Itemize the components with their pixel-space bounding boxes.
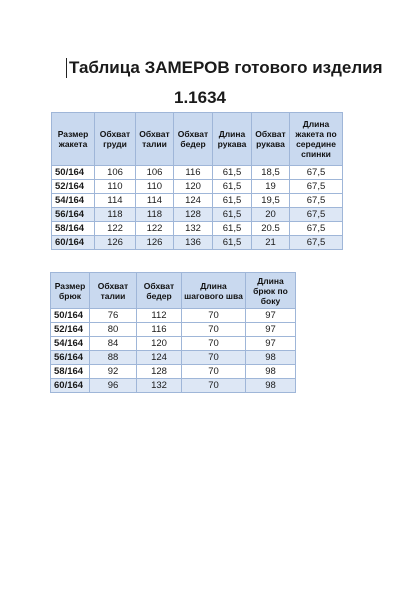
column-header: Длина шагового шва <box>182 273 246 309</box>
table-cell: 67,5 <box>290 208 343 222</box>
table-cell: 116 <box>137 323 182 337</box>
table-cell: 70 <box>182 337 246 351</box>
table-cell: 110 <box>136 180 174 194</box>
table-cell: 120 <box>174 180 213 194</box>
table-cell: 52/164 <box>52 180 95 194</box>
table-header-row <box>52 113 343 166</box>
table-cell: 19,5 <box>252 194 290 208</box>
table-cell: 58/164 <box>52 222 95 236</box>
table-cell: 54/164 <box>52 194 95 208</box>
table-cell: 56/164 <box>52 208 95 222</box>
table-cell: 67,5 <box>290 166 343 180</box>
table-cell: 98 <box>246 365 296 379</box>
table-cell: 122 <box>95 222 136 236</box>
table-cell: 88 <box>90 351 137 365</box>
product-code: 1.1634 <box>174 88 226 107</box>
table-cell: 52/164 <box>51 323 90 337</box>
table-cell: 20 <box>252 208 290 222</box>
table-cell: 54/164 <box>51 337 90 351</box>
table-cell: 56/164 <box>51 351 90 365</box>
table-cell: 136 <box>174 236 213 250</box>
table-cell: 50/164 <box>51 309 90 323</box>
table-cell: 50/164 <box>52 166 95 180</box>
table-cell: 122 <box>136 222 174 236</box>
table-cell: 80 <box>90 323 137 337</box>
table-cell: 84 <box>90 337 137 351</box>
table-cell: 58/164 <box>51 365 90 379</box>
table-cell: 128 <box>137 365 182 379</box>
column-header: Длина брюк по боку <box>246 273 296 309</box>
table-cell: 118 <box>95 208 136 222</box>
table-cell: 70 <box>182 365 246 379</box>
column-header: Обхват груди <box>95 113 136 166</box>
column-header: Размер жакета <box>52 113 95 166</box>
page-title: Таблица ЗАМЕРОВ готового изделия <box>66 58 369 78</box>
table-cell: 112 <box>137 309 182 323</box>
table-cell: 70 <box>182 379 246 393</box>
table-cell: 114 <box>136 194 174 208</box>
table-cell: 60/164 <box>52 236 95 250</box>
table-cell: 116 <box>174 166 213 180</box>
table-cell: 20.5 <box>252 222 290 236</box>
table-cell: 92 <box>90 365 137 379</box>
table-row <box>51 351 296 365</box>
column-header: Обхват рукава <box>252 113 290 166</box>
table-cell: 18,5 <box>252 166 290 180</box>
table-cell: 132 <box>174 222 213 236</box>
table-row <box>51 365 296 379</box>
table-cell: 106 <box>136 166 174 180</box>
table-cell: 97 <box>246 309 296 323</box>
table-cell: 70 <box>182 351 246 365</box>
table-row <box>51 309 296 323</box>
table-cell: 126 <box>95 236 136 250</box>
trousers-measurements-table <box>50 272 296 393</box>
table-cell: 67,5 <box>290 194 343 208</box>
table-cell: 21 <box>252 236 290 250</box>
jacket-measurements-table <box>51 112 343 250</box>
table-row <box>51 323 296 337</box>
column-header: Обхват бедер <box>174 113 213 166</box>
column-header: Длина рукава <box>213 113 252 166</box>
table-cell: 96 <box>90 379 137 393</box>
table-cell: 61,5 <box>213 180 252 194</box>
table-cell: 61,5 <box>213 236 252 250</box>
table-cell: 70 <box>182 323 246 337</box>
table-row <box>52 194 343 208</box>
table-row <box>52 236 343 250</box>
table-cell: 118 <box>136 208 174 222</box>
table-cell: 128 <box>174 208 213 222</box>
column-header: Обхват талии <box>90 273 137 309</box>
table-cell: 61,5 <box>213 194 252 208</box>
column-header: Размер брюк <box>51 273 90 309</box>
table-cell: 19 <box>252 180 290 194</box>
table-cell: 124 <box>137 351 182 365</box>
table-cell: 97 <box>246 337 296 351</box>
table-cell: 76 <box>90 309 137 323</box>
table-cell: 126 <box>136 236 174 250</box>
table-cell: 61,5 <box>213 166 252 180</box>
table-cell: 124 <box>174 194 213 208</box>
table-row <box>51 337 296 351</box>
table-cell: 106 <box>95 166 136 180</box>
table-row <box>51 379 296 393</box>
table-cell: 70 <box>182 309 246 323</box>
table-row <box>52 166 343 180</box>
table-cell: 97 <box>246 323 296 337</box>
table-cell: 61,5 <box>213 222 252 236</box>
table-cell: 114 <box>95 194 136 208</box>
table-row <box>52 208 343 222</box>
table-header-row <box>51 273 296 309</box>
table-cell: 67,5 <box>290 180 343 194</box>
table-cell: 98 <box>246 379 296 393</box>
column-header: Обхват талии <box>136 113 174 166</box>
table-cell: 61,5 <box>213 208 252 222</box>
table-row <box>52 180 343 194</box>
table-row <box>52 222 343 236</box>
column-header: Обхват бедер <box>137 273 182 309</box>
table-cell: 67,5 <box>290 236 343 250</box>
column-header: Длина жакета по середине спинки <box>290 113 343 166</box>
table-cell: 120 <box>137 337 182 351</box>
table-cell: 132 <box>137 379 182 393</box>
table-cell: 67,5 <box>290 222 343 236</box>
table-cell: 98 <box>246 351 296 365</box>
table-cell: 110 <box>95 180 136 194</box>
table-cell: 60/164 <box>51 379 90 393</box>
